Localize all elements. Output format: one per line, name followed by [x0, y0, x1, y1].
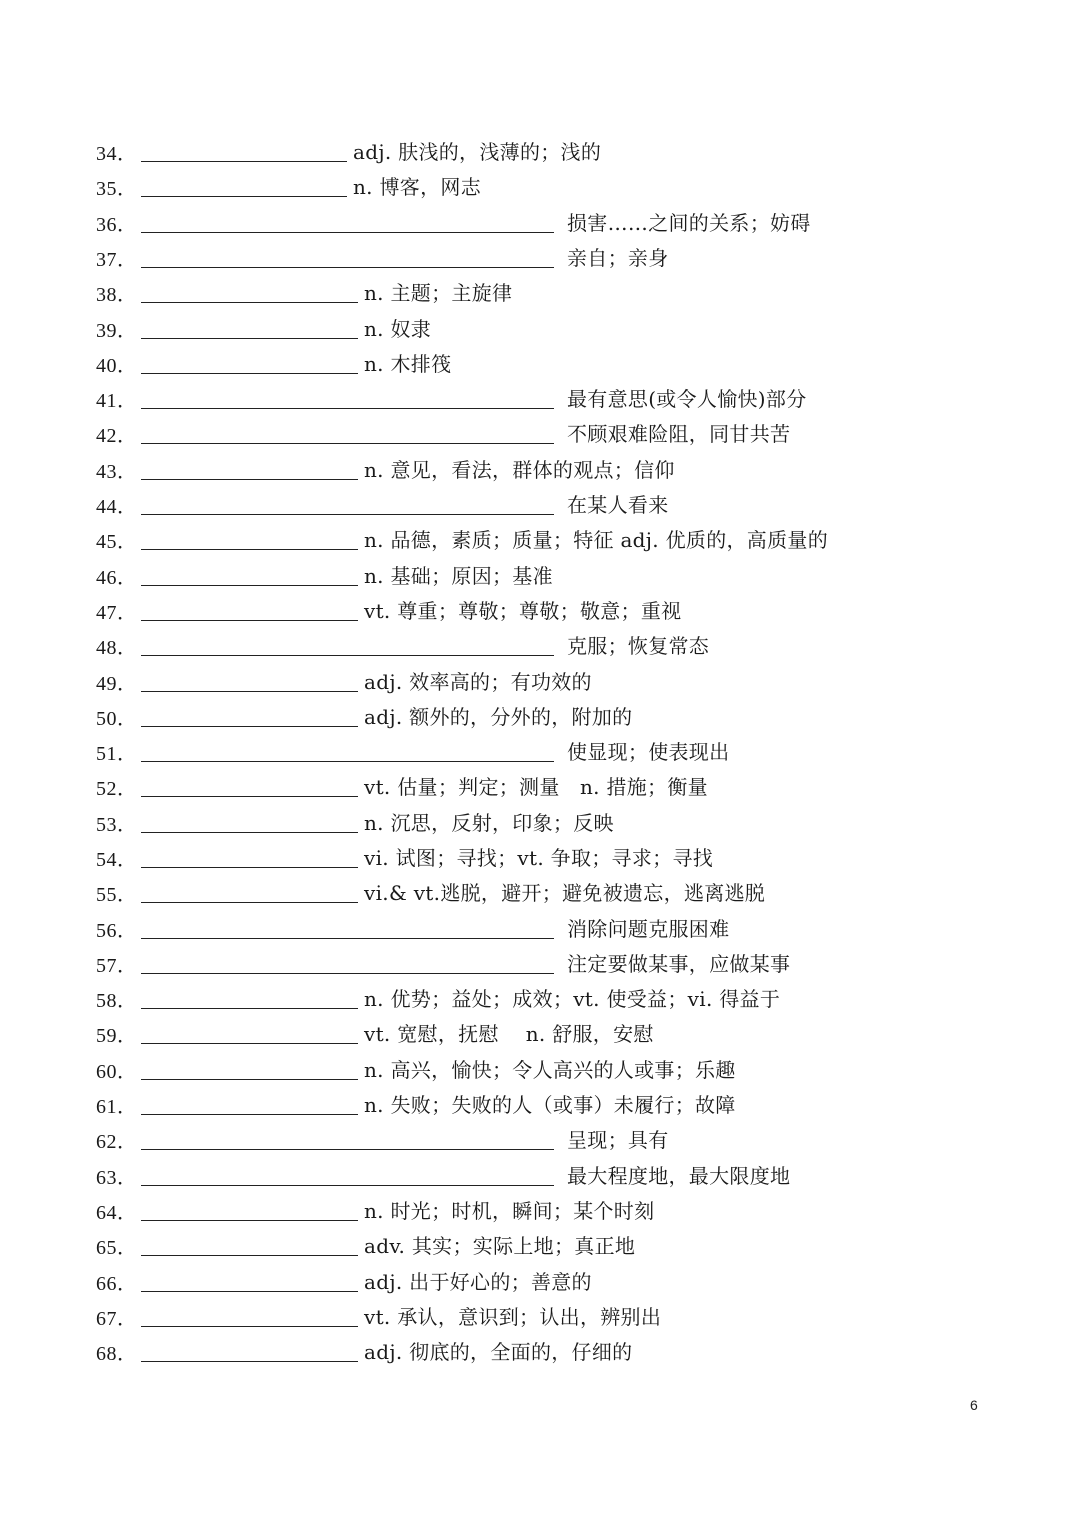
vocab-item: [0, 698, 1080, 734]
item-number: 44．: [96, 496, 138, 518]
answer-blank[interactable]: [141, 161, 347, 162]
answer-blank[interactable]: [141, 408, 554, 409]
vocab-item: [0, 1333, 1080, 1369]
vocab-item: [0, 239, 1080, 275]
vocab-item: [0, 945, 1080, 981]
answer-blank[interactable]: [141, 832, 358, 833]
answer-blank[interactable]: [141, 443, 554, 444]
vocab-item: [0, 910, 1080, 946]
vocab-item: [0, 451, 1080, 487]
item-number: 62．: [96, 1131, 138, 1153]
vocab-item: [0, 1086, 1080, 1122]
vocab-item: [0, 980, 1080, 1016]
item-number: 58．: [96, 990, 138, 1012]
item-definition: 不顾艰难险阻，同甘共苦: [567, 422, 791, 446]
item-definition: n. 时光；时机，瞬间；某个时刻: [364, 1199, 655, 1223]
answer-blank[interactable]: [141, 1326, 358, 1327]
item-number: 64．: [96, 1202, 138, 1224]
item-number: 49．: [96, 673, 138, 695]
vocab-item: [0, 1227, 1080, 1263]
answer-blank[interactable]: [141, 973, 554, 974]
item-number: 46．: [96, 567, 138, 589]
answer-blank[interactable]: [141, 1149, 554, 1150]
answer-blank[interactable]: [141, 338, 358, 339]
answer-blank[interactable]: [141, 796, 358, 797]
item-definition: 克服；恢复常态: [567, 634, 710, 658]
vocab-item: [0, 274, 1080, 310]
answer-blank[interactable]: [141, 1079, 358, 1080]
item-number: 42．: [96, 425, 138, 447]
answer-blank[interactable]: [141, 938, 554, 939]
vocab-item: [0, 733, 1080, 769]
item-number: 68．: [96, 1343, 138, 1365]
item-number: 47．: [96, 602, 138, 624]
vocab-item: [0, 204, 1080, 240]
answer-blank[interactable]: [141, 232, 554, 233]
vocab-item: [0, 627, 1080, 663]
item-number: 55．: [96, 884, 138, 906]
answer-blank[interactable]: [141, 620, 358, 621]
item-number: 54．: [96, 849, 138, 871]
answer-blank[interactable]: [141, 902, 358, 903]
answer-blank[interactable]: [141, 514, 554, 515]
item-definition: n. 优势；益处；成效；vt. 使受益；vi. 得益于: [364, 987, 781, 1011]
item-number: 43．: [96, 461, 138, 483]
vocab-item: [0, 768, 1080, 804]
answer-blank[interactable]: [141, 1008, 358, 1009]
item-definition: 呈现；具有: [567, 1128, 669, 1152]
item-definition: adj. 彻底的，全面的，仔细的: [364, 1340, 633, 1364]
item-number: 61．: [96, 1096, 138, 1118]
item-number: 50．: [96, 708, 138, 730]
item-definition: adj. 额外的，分外的，附加的: [364, 705, 633, 729]
item-definition: n. 高兴，愉快；令人高兴的人或事；乐趣: [364, 1058, 736, 1082]
answer-blank[interactable]: [141, 655, 554, 656]
item-definition: adv. 其实；实际上地；真正地: [364, 1234, 636, 1258]
item-definition: 亲自；亲身: [567, 246, 669, 270]
answer-blank[interactable]: [141, 1114, 358, 1115]
item-number: 57．: [96, 955, 138, 977]
item-definition: n. 奴隶: [364, 317, 432, 341]
item-definition: n. 木排筏: [364, 352, 452, 376]
answer-blank[interactable]: [141, 1185, 554, 1186]
item-number: 48．: [96, 637, 138, 659]
vocab-item: [0, 874, 1080, 910]
vocab-item: [0, 592, 1080, 628]
vocab-item: [0, 133, 1080, 169]
item-definition: 使显现；使表现出: [567, 740, 730, 764]
item-definition: 损害……之间的关系；妨碍: [567, 211, 811, 235]
answer-blank[interactable]: [141, 549, 358, 550]
item-definition: vi. 试图；寻找；vt. 争取；寻求；寻找: [364, 846, 714, 870]
answer-blank[interactable]: [141, 761, 554, 762]
item-definition: adj. 效率高的；有功效的: [364, 670, 592, 694]
item-definition: 最大程度地，最大限度地: [567, 1164, 791, 1188]
item-definition: vt. 宽慰，抚慰 n. 舒服，安慰: [364, 1022, 654, 1046]
item-definition: 注定要做某事，应做某事: [567, 952, 791, 976]
item-definition: n. 博客，网志: [353, 175, 481, 199]
item-number: 35．: [96, 178, 138, 200]
item-definition: vt. 承认，意识到；认出，辨别出: [364, 1305, 662, 1329]
item-definition: adj. 出于好心的；善意的: [364, 1270, 592, 1294]
vocab-item: [0, 1298, 1080, 1334]
item-number: 60．: [96, 1061, 138, 1083]
vocab-item: [0, 1121, 1080, 1157]
page-number: 6: [970, 1397, 978, 1413]
vocab-item: [0, 168, 1080, 204]
answer-blank[interactable]: [141, 867, 358, 868]
item-definition: n. 失败；失败的人（或事）未履行；故障: [364, 1093, 736, 1117]
vocab-item: [0, 1015, 1080, 1051]
item-number: 34．: [96, 143, 138, 165]
vocab-item: [0, 486, 1080, 522]
answer-blank[interactable]: [141, 691, 358, 692]
answer-blank[interactable]: [141, 585, 358, 586]
item-number: 56．: [96, 920, 138, 942]
vocab-item: [0, 1051, 1080, 1087]
item-definition: n. 品德，素质；质量；特征 adj. 优质的，高质量的: [364, 528, 828, 552]
item-definition: n. 沉思，反射，印象；反映: [364, 811, 614, 835]
vocab-item: [0, 310, 1080, 346]
item-number: 36．: [96, 214, 138, 236]
item-definition: vi.& vt.逃脱，避开；避免被遗忘，逃离逃脱: [364, 881, 766, 905]
item-number: 51．: [96, 743, 138, 765]
vocab-item: [0, 839, 1080, 875]
vocab-item: [0, 804, 1080, 840]
item-number: 67．: [96, 1308, 138, 1330]
item-number: 63．: [96, 1167, 138, 1189]
vocab-item: [0, 557, 1080, 593]
item-number: 65．: [96, 1237, 138, 1259]
answer-blank[interactable]: [141, 1361, 358, 1362]
item-number: 38．: [96, 284, 138, 306]
vocab-item: [0, 521, 1080, 557]
item-number: 37．: [96, 249, 138, 271]
answer-blank[interactable]: [141, 479, 358, 480]
item-number: 59．: [96, 1025, 138, 1047]
item-definition: adj. 肤浅的，浅薄的；浅的: [353, 140, 602, 164]
item-number: 39．: [96, 320, 138, 342]
answer-blank[interactable]: [141, 726, 358, 727]
answer-blank[interactable]: [141, 373, 358, 374]
vocab-item: [0, 1157, 1080, 1193]
item-definition: n. 意见，看法，群体的观点；信仰: [364, 458, 675, 482]
item-number: 41．: [96, 390, 138, 412]
item-definition: 最有意思(或令人愉快)部分: [567, 387, 807, 411]
item-definition: 在某人看来: [567, 493, 669, 517]
vocab-item: [0, 415, 1080, 451]
item-definition: n. 基础；原因；基准: [364, 564, 553, 588]
vocab-item: [0, 663, 1080, 699]
item-number: 66．: [96, 1273, 138, 1295]
answer-blank[interactable]: [141, 1043, 358, 1044]
item-number: 45．: [96, 531, 138, 553]
answer-blank[interactable]: [141, 1220, 358, 1221]
answer-blank[interactable]: [141, 1291, 358, 1292]
item-number: 52．: [96, 778, 138, 800]
vocab-item: [0, 380, 1080, 416]
answer-blank[interactable]: [141, 196, 347, 197]
item-number: 53．: [96, 814, 138, 836]
answer-blank[interactable]: [141, 302, 358, 303]
item-number: 40．: [96, 355, 138, 377]
answer-blank[interactable]: [141, 1255, 358, 1256]
item-definition: vt. 尊重；尊敬；尊敬；敬意；重视: [364, 599, 682, 623]
item-definition: vt. 估量；判定；测量 n. 措施；衡量: [364, 775, 708, 799]
vocab-item: [0, 345, 1080, 381]
item-definition: 消除问题克服困难: [567, 917, 730, 941]
item-definition: n. 主题；主旋律: [364, 281, 513, 305]
vocab-item: [0, 1192, 1080, 1228]
answer-blank[interactable]: [141, 267, 554, 268]
vocab-item: [0, 1263, 1080, 1299]
